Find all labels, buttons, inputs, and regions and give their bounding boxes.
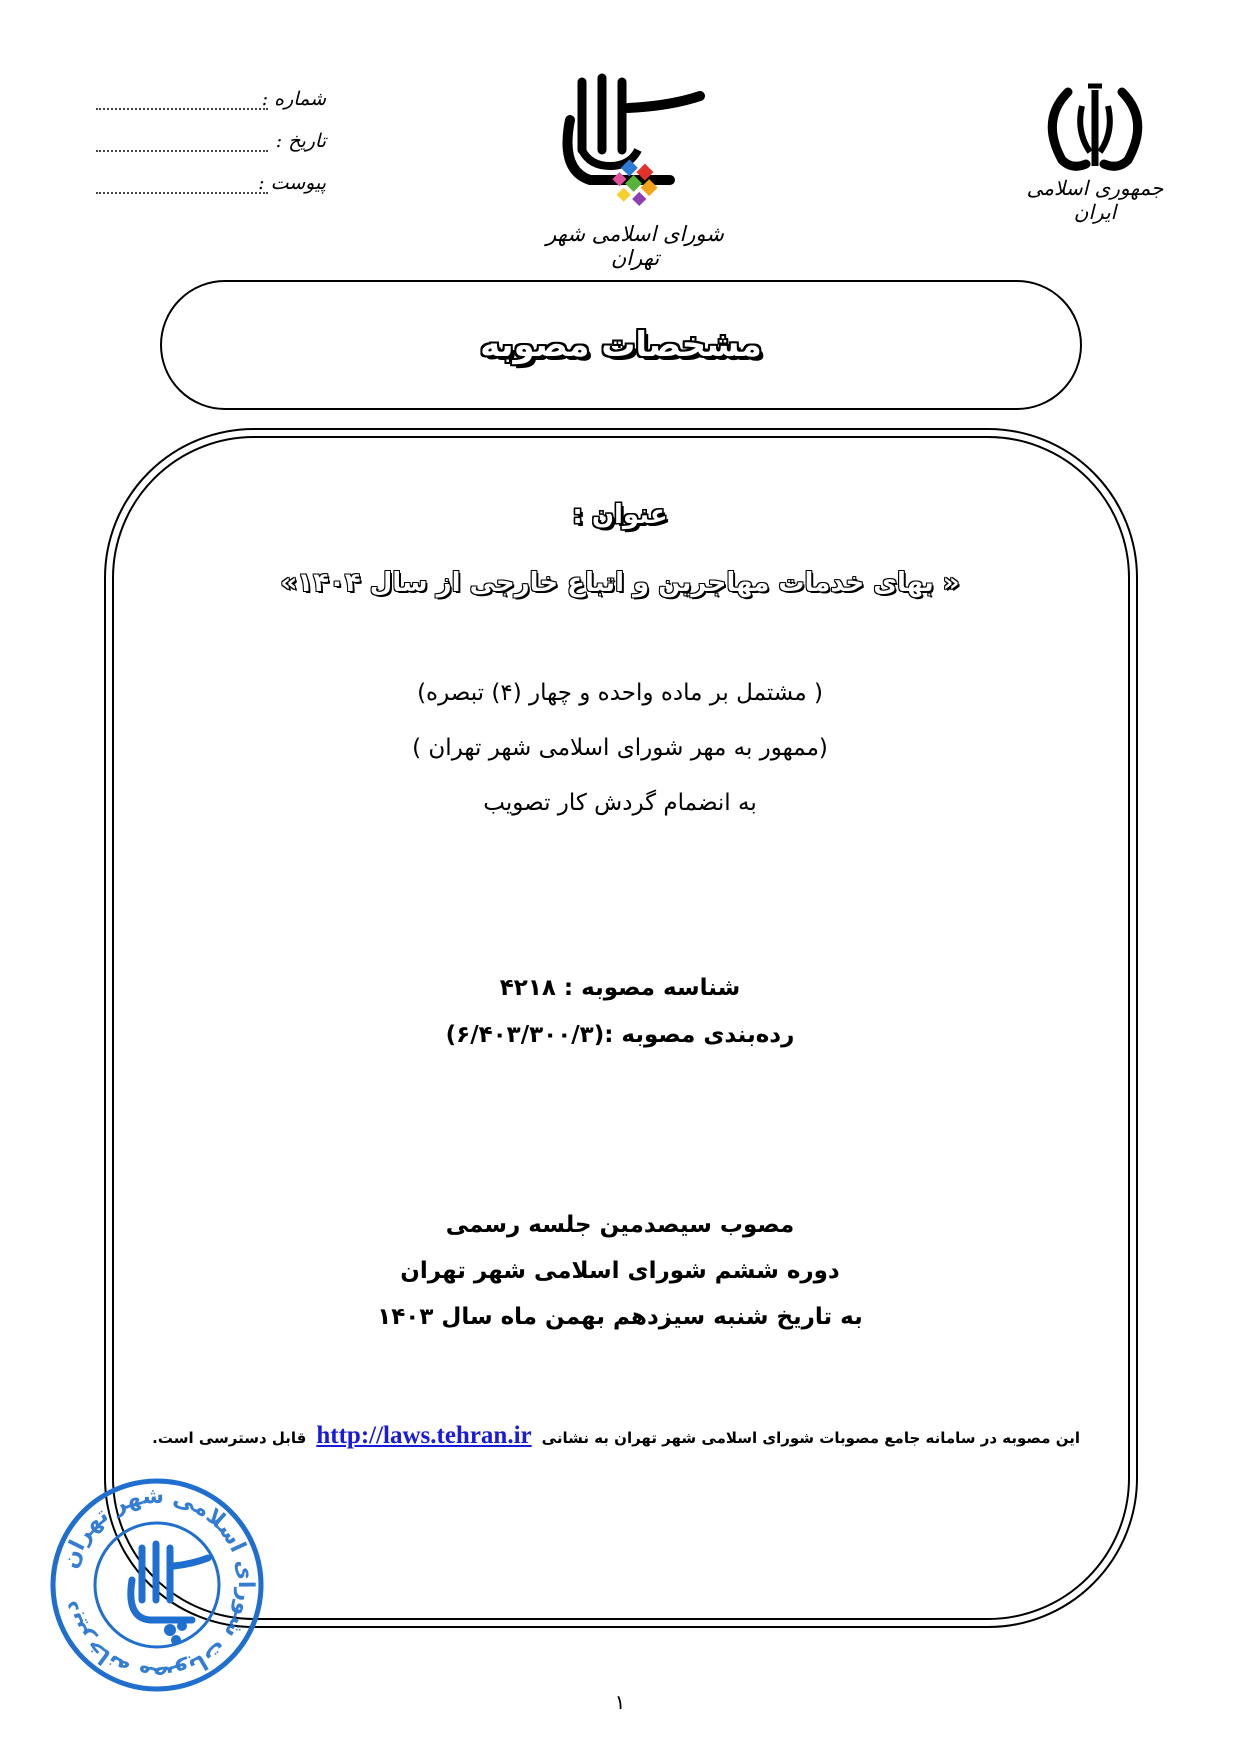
classification: رده‌بندی مصوبه :(۶/۴۰۳/۳۰۰/۳) xyxy=(445,1022,795,1048)
attached-text: به انضمام گردش کار تصویب xyxy=(483,790,757,816)
iran-emblem-icon xyxy=(1010,80,1180,176)
meta-date xyxy=(96,130,326,160)
document-title: مشخصات مصوبه xyxy=(480,325,762,365)
meta-attachment-label: پیوست : xyxy=(258,172,326,194)
approved-session: مصوب سیصدمین جلسه رسمی xyxy=(445,1212,795,1238)
iran-emblem xyxy=(1010,80,1180,230)
footer-note xyxy=(152,1422,1080,1450)
approval-date: به تاریخ شنبه سیزدهم بهمن ماه سال ۱۴۰۳ xyxy=(377,1304,863,1330)
meta-number-label: شماره : xyxy=(261,88,326,110)
council-caption: شورای اسلامی شهر تهران xyxy=(546,222,724,270)
meta-date-label: تاریخ : xyxy=(275,130,326,152)
includes-text: ( مشتمل بر ماده واحده و چهار (۴) تبصره) xyxy=(417,680,823,706)
council-term: دوره ششم شورای اسلامی شهر تهران xyxy=(400,1258,840,1284)
emblem-caption: جمهوری اسلامی ایران xyxy=(1026,176,1164,224)
laws-link[interactable]: http://laws.tehran.ir xyxy=(316,1422,532,1449)
seal-icon xyxy=(42,1470,272,1700)
meta-number-dots xyxy=(96,108,268,110)
meta-attachment-dots xyxy=(96,192,268,194)
page-number: ۱ xyxy=(614,1690,626,1714)
council-logo-icon xyxy=(520,70,750,220)
subject-label: عنوان : xyxy=(572,500,668,530)
title-box xyxy=(160,280,1082,410)
footer-note-suffix: قابل دسترسی است. xyxy=(152,1429,307,1447)
sealed-text: (ممهور به مهر شورای اسلامی شهر تهران ) xyxy=(412,735,828,761)
footer-note-prefix: این مصوبه در سامانه جامع مصوبات شورای اسلامی شهر تهران به نشانی xyxy=(541,1429,1080,1447)
subject-text: « بهای خدمات مهاجرین و اتباع خارجی از سال ۱۴۰۴» xyxy=(280,568,960,598)
seal-text: دبیرخانه مصوبات شورای اسلامی شهر تهران xyxy=(57,1483,259,1687)
approval-id: شناسه مصوبه : ۴۲۱۸ xyxy=(499,975,741,1001)
meta-number xyxy=(96,88,326,118)
meta-date-dots xyxy=(96,150,268,152)
meta-attachment xyxy=(96,172,326,202)
council-logo xyxy=(520,70,750,270)
council-seal-stamp xyxy=(42,1470,272,1700)
